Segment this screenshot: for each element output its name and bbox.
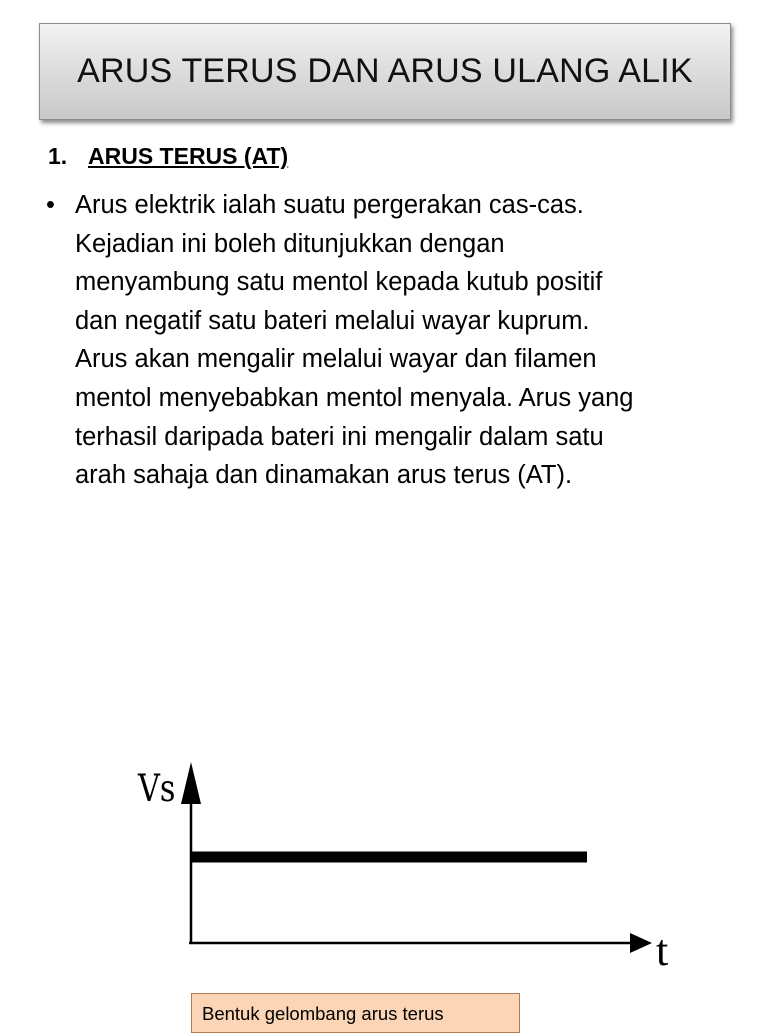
paragraph-line: arah sahaja dan dinamakan arus terus (AT). <box>75 461 573 490</box>
bullet-dot: • <box>46 191 55 219</box>
section-number: 1. <box>48 143 68 169</box>
y-axis-arrow <box>181 762 201 804</box>
paragraph-line: Arus elektrik ialah suatu pergerakan cas-cas. <box>75 191 584 219</box>
paragraph-line: Kejadian ini boleh ditunjukkan dengan <box>75 229 505 258</box>
paragraph-line: dan negatif satu bateri melalui wayar kuprum. <box>75 306 590 335</box>
paragraph-line: Arus akan mengalir melalui wayar dan filamen <box>75 345 597 374</box>
section-heading-text: ARUS TERUS (AT) <box>88 143 289 169</box>
graph-caption: Bentuk gelombang arus terus <box>191 993 520 1033</box>
page-title: ARUS TERUS DAN ARUS ULANG ALIK <box>77 52 693 90</box>
paragraph-line: menyambung satu mentol kepada kutub positif <box>75 268 603 297</box>
y-axis-label: Vs <box>138 767 176 810</box>
paragraph-line: terhasil daripada bateri ini mengalir dalam satu <box>75 422 604 451</box>
x-axis-arrow <box>630 933 652 953</box>
x-axis-label: t <box>656 926 669 975</box>
paragraph-line: mentol menyebabkan mentol menyala. Arus yang <box>75 383 634 412</box>
